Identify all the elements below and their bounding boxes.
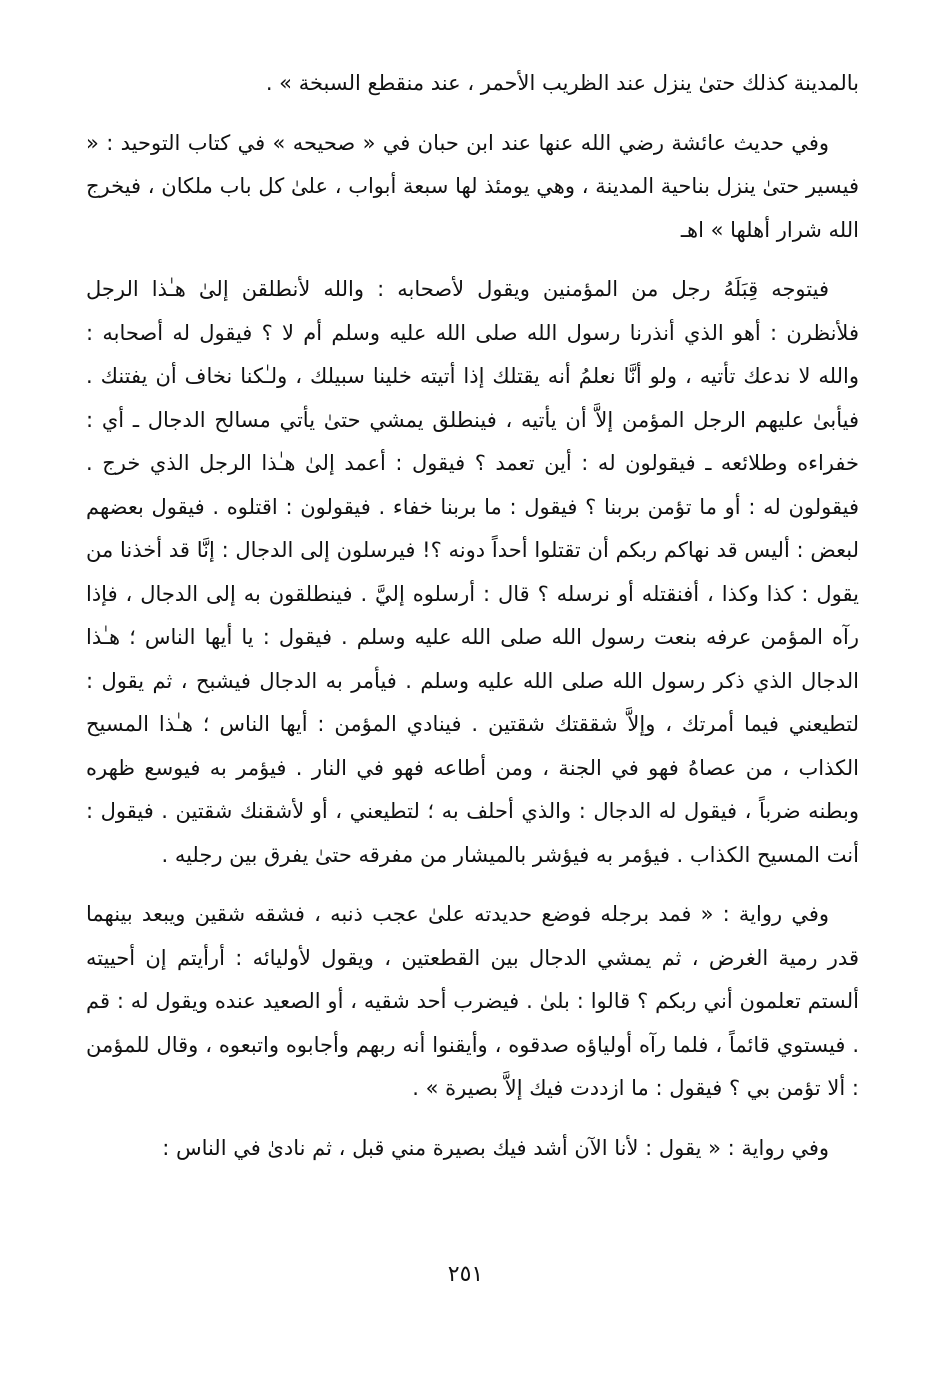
body-text [86,62,859,1170]
paragraph-narration-1: وفي رواية : « فمد برجله فوضع حديدته علىٰ عجب ذنبه ، فشقه شقين ويبعد بينهما قدر رمية الغرض ، ثم يمشي الدجال بين القطعتين ، ويقول لأوليائه : أرأيتم إن أحييته ألستم تعلمون أني ربكم ؟ قالوا : بلىٰ . فيضرب أحد شقيه ، أو الصعيد عنده ويقول له : قم . فيستوي قائماً ، فلما رآه أولياؤه صدقوه ، وأيقنوا أنه ربهم وأجابوه واتبعوه ، وقال للمؤمن : ألا تؤمن بي ؟ فيقول : ما ازددت فيك إلاَّ بصيرة » . [86,902,859,1100]
paragraph-aisha-hadith: وفي حديث عائشة رضي الله عنها عند ابن حبان في « صحيحه » في كتاب التوحيد : « فيسير حتىٰ ينزل بناحية المدينة ، وهي يومئذ لها سبعة أبواب ، علىٰ كل باب ملكان ، فيخرج الله شرار أهلها » اهـ [86,130,859,242]
paragraph-believer-story: فيتوجه قِبَلَهُ رجل من المؤمنين ويقول لأصحابه : والله لأنطلقن إلىٰ هـٰذا الرجل فلأنظرن : أهو الذي أنذرنا رسول الله صلى الله عليه وسلم أم لا ؟ فيقول له أصحابه : والله لا ندعك تأتيه ، ولو أنَّا نعلمُ أنه يقتلك إذا أتيته خلينا سبيلك ، ولـٰكنا نخاف أن يفتنك . فيأبىٰ عليهم الرجل المؤمن إلاَّ أن يأتيه ، فينطلق يمشي حتىٰ يأتي مسالح الدجال ـ أي : خفراءه وطلائعه ـ فيقولون له : أين تعمد ؟ فيقول : أعمد إلىٰ هـٰذا الرجل الذي خرج . فيقولون له : أو ما تؤمن بربنا ؟ فيقول : ما بربنا خفاء . فيقولون : اقتلوه . فيقول بعضهم لبعض : أليس قد نهاكم ربكم أن تقتلوا أحداً دونه ؟! فيرسلون إلى الدجال : إنَّا قد أخذنا من يقول : كذا وكذا ، أفنقتله أو نرسله ؟ قال : أرسلوه إليَّ . فينطلقون به إلى الدجال ، فإذا رآه المؤمن عرفه بنعت رسول الله صلى الله عليه وسلم . فيقول : يا أيها الناس ؛ هـٰذا الدجال الذي ذكر رسول الله صلى الله عليه وسلم . فيأمر به الدجال فيشبح ، ثم يقول : لتطيعني فيما أمرتك ، وإلاَّ شققتك شقتين . فينادي المؤمن : أيها الناس ؛ هـٰذا المسيح الكذاب ، من عصاهُ فهو في الجنة ، ومن أطاعه فهو في النار . فيؤمر به فيوسع ظهره وبطنه ضرباً ، فيقول له الدجال : والذي أحلف به ؛ لتطيعني ، أو لأشقنك شقتين . فيقول : أنت المسيح الكذاب . فيؤمر به فيؤشر بالميشار من مفرقه حتىٰ يفرق بين رجليه . [86,277,859,867]
page-number: ٢٥١ [447,1262,484,1287]
paragraph-narration-2: وفي رواية : « يقول : لأنا الآن أشد فيك بصيرة مني قبل ، ثم نادىٰ في الناس : [162,1135,829,1160]
paragraph-continuation: بالمدينة كذلك حتىٰ ينزل عند الظريب الأحمر ، عند منقطع السبخة » . [265,71,859,95]
